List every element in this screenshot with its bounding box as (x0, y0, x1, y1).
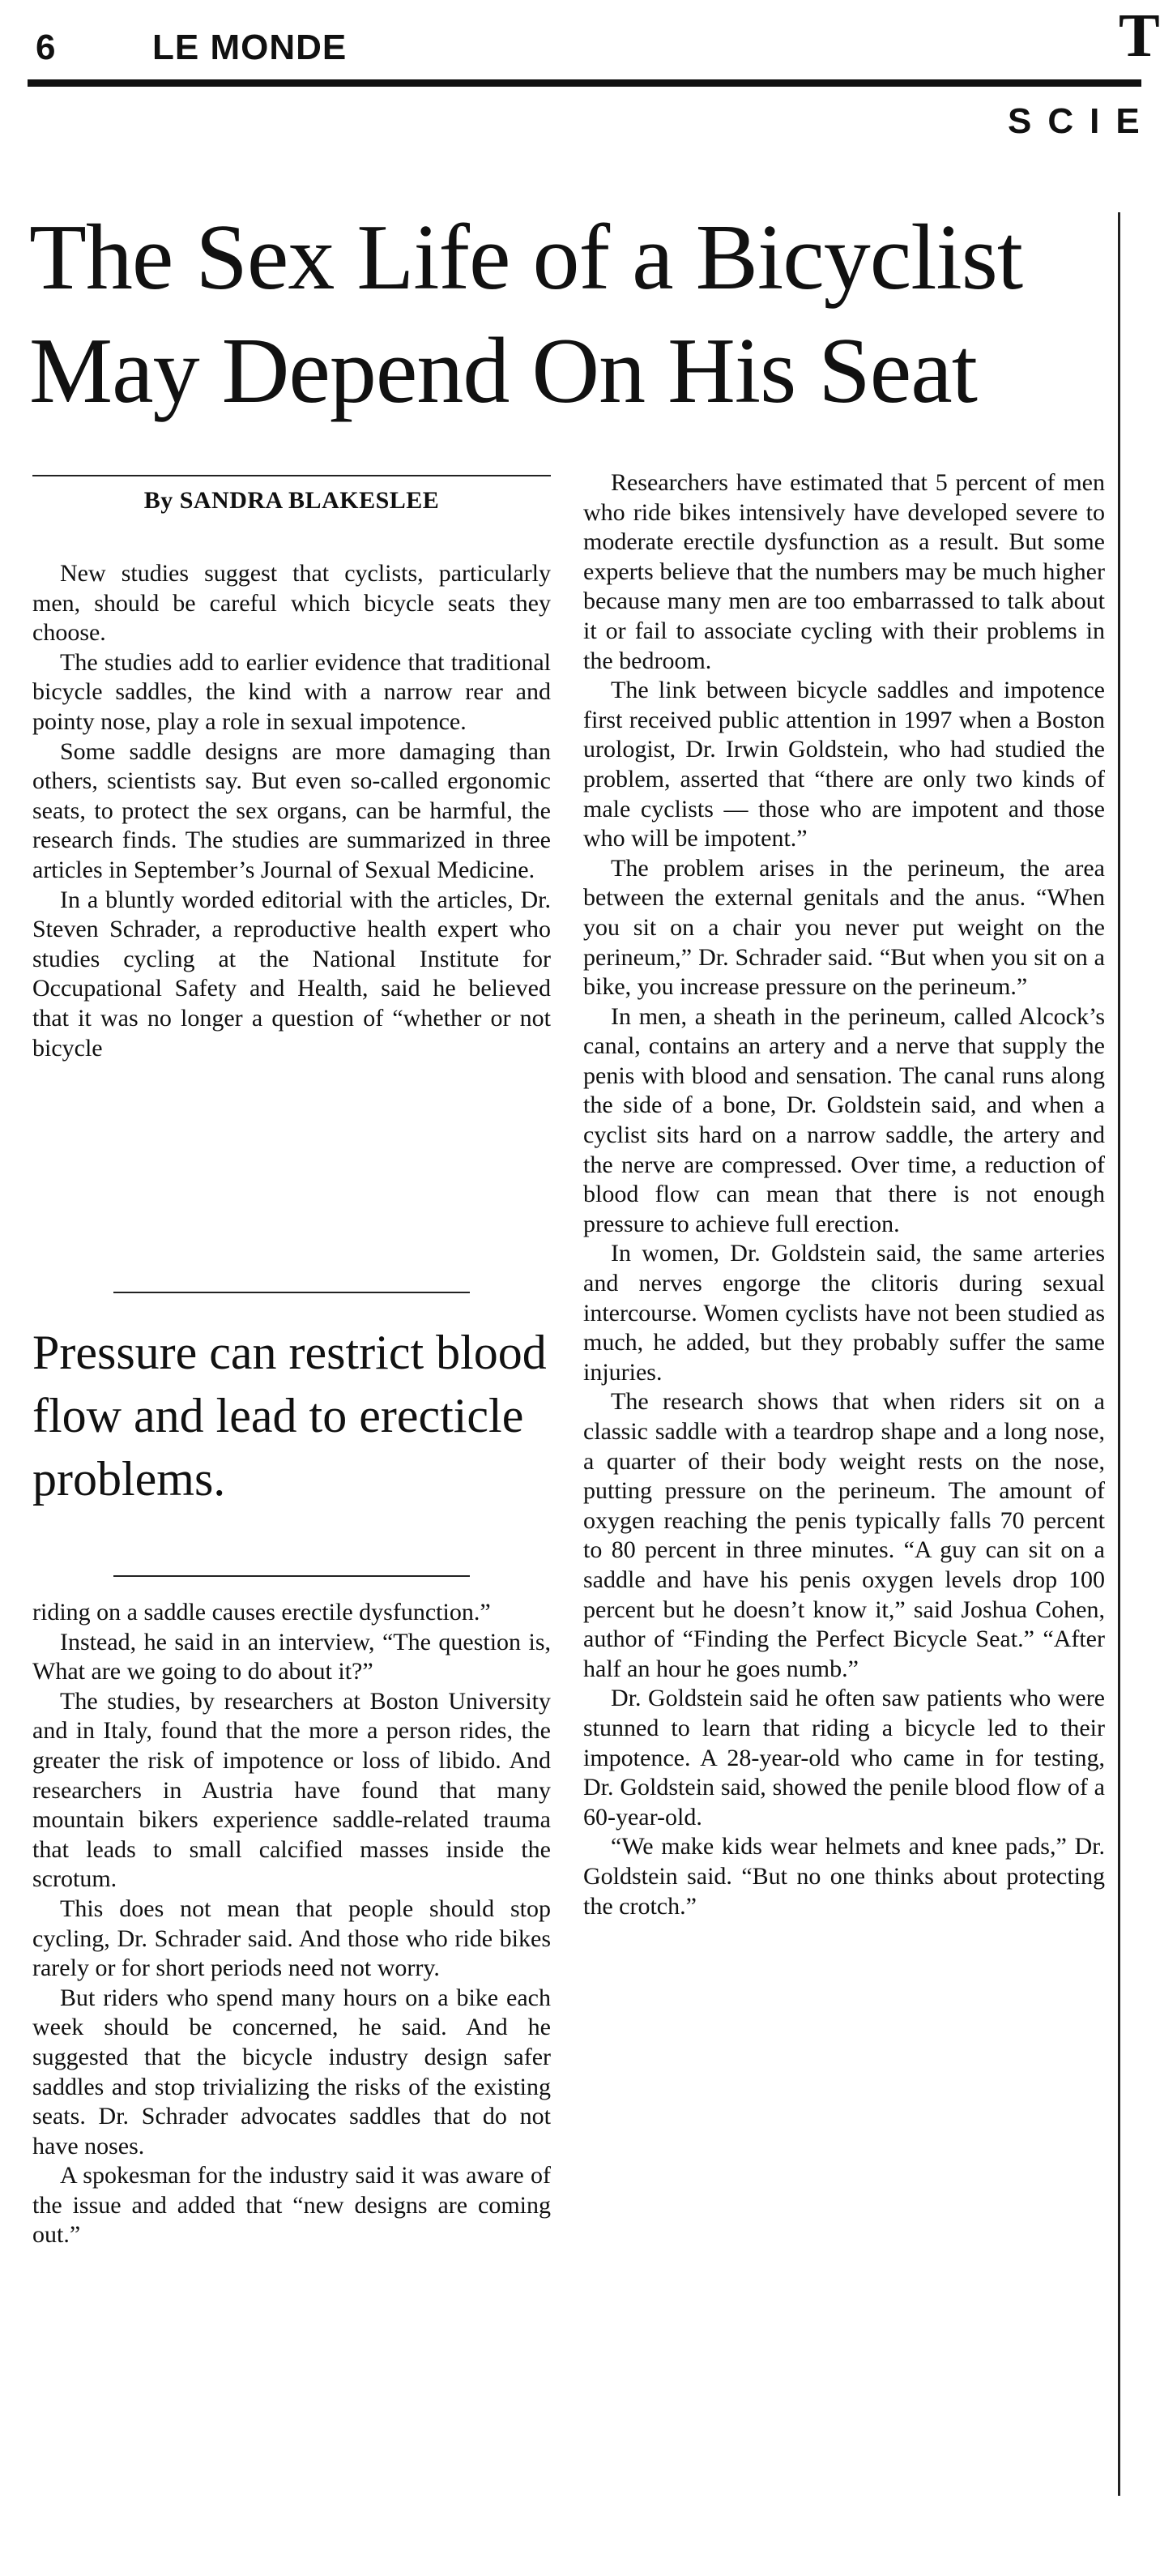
paragraph: Some saddle designs are more damaging than others, scientists say. But even so-called ergonomic seats, to protect the sex organs, can be harmful, the research finds. The studies are summarized in three articles in September’s Journal of Sexual Medicine. (32, 737, 551, 883)
paragraph: This does not mean that people should stop cycling, Dr. Schrader said. And those who ride bikes rarely or for short periods need not worry. (32, 1895, 551, 1982)
paragraph: The link between bicycle saddles and impotence first received public attention in 1997 when a Boston urologist, Dr. Irwin Goldstein, who had studied the problem, asserted that “there are only two kinds of male cyclists — those who are impotent and those who will be impotent.” (583, 677, 1105, 852)
paragraph: In a bluntly worded editorial with the articles, Dr. Steven Schrader, a reproductive health expert who studies cycling at the National Institute for Occupational Safety and Health, said he believed that it was no longer a question of “whether or not bicycle (32, 886, 551, 1062)
left-column-continued (32, 1598, 551, 2250)
article-byline: By SANDRA BLAKESLEE (143, 487, 440, 514)
paragraph: In men, a sheath in the perineum, called Alcock’s canal, contains an artery and a nerve that supply the penis with blood and sensation. The canal runs along the side of a bone, Dr. Goldstein said, and when a cyclist sits hard on a narrow saddle, the artery and the nerve are compressed. Over time, a reduction of blood flow can mean that there is not enough pressure to achieve full erection. (583, 1002, 1105, 1237)
paragraph: New studies suggest that cyclists, particularly men, should be careful which bicycle seats they choose. (32, 560, 551, 647)
page-number: 6 (36, 28, 56, 67)
newspaper-logo (1119, 2, 1160, 76)
column-divider-rule (1118, 212, 1120, 2496)
paragraph: Instead, he said in an interview, “The question is, What are we going to do about it?” (32, 1628, 551, 1685)
paragraph: Dr. Goldstein said he often saw patients who were stunned to learn that riding a bicycle led to their impotence. A 28-year-old who came in for testing, Dr. Goldstein said, showed the penile blood flow of a 60-year-old. (583, 1685, 1105, 1831)
pull-quote: Pressure can restrict blood flow and lead to erecticle problems. (32, 1326, 547, 1506)
paragraph: The studies add to earlier evidence that traditional bicycle saddles, the kind with a narrow rear and pointy nose, play a role in sexual impotence. (32, 648, 551, 735)
paragraph: Researchers have estimated that 5 percent of men who ride bikes intensively have developed severe to moderate erectile dysfunction as a result. But some experts believe that the numbers may be much higher because many men are too embarrassed to talk about it or fail to associate cycling with their problems in the bedroom. (583, 469, 1105, 674)
byline-rule (32, 475, 551, 476)
newspaper-name: LE MONDE (152, 28, 348, 67)
paragraph: In women, Dr. Goldstein said, the same arteries and nerves engorge the clitoris during sexual intercourse. Women cyclists have not been studied as much, he added, but they probably suffer the same injuries. (583, 1240, 1105, 1386)
paragraph: “We make kids wear helmets and knee pads,” Dr. Goldstein said. “But no one thinks about protecting the crotch.” (583, 1833, 1105, 1920)
left-column (32, 559, 551, 1063)
newspaper-logo-glyph: T (1119, 2, 1160, 70)
paragraph: The research shows that when riders sit on a classic saddle with a teardrop shape and a long nose, a quarter of their body weight rests on the nose, putting pressure on the perineum. The amount of oxygen reaching the penis typically falls 70 percent to 80 percent in three minutes. “A guy can sit on a saddle and have his penis oxygen levels drop 100 percent but he doesn’t know it,” said Joshua Cohen, author of “Finding the Perfect Bicycle Seat.” “After half an hour he goes numb.” (583, 1388, 1105, 1682)
masthead-rule (28, 79, 1141, 87)
paragraph: The studies, by researchers at Boston University and in Italy, found that the more a person rides, the greater the risk of impotence or loss of libido. And researchers in Austria have found that many mountain bikers experience saddle-related trauma that leads to small calcified masses inside the scrotum. (32, 1687, 551, 1893)
section-label: SCIE (1008, 101, 1156, 141)
paragraph: A spokesman for the industry said it was aware of the issue and added that “new designs are coming out.” (32, 2162, 551, 2249)
pull-quote-rule-top (113, 1292, 470, 1293)
paragraph: But riders who spend many hours on a bike each week should be concerned, he said. And he suggested that the bicycle industry design safer saddles and stop trivializing the risks of the existing seats. Dr. Schrader advocates saddles that do not have noses. (32, 1984, 551, 2159)
paragraph: The problem arises in the perineum, the area between the external genitals and the anus. “When you sit on a chair you never put weight on the perineum,” Dr. Schrader said. “But when you sit on a bike, you increase pressure on the perineum.” (583, 854, 1105, 1001)
pull-quote-rule-bottom (113, 1575, 470, 1577)
article-headline: The Sex Life of a Bicyclist May Depend On His Seat (29, 206, 1023, 423)
right-column (583, 468, 1105, 1921)
masthead (0, 0, 1160, 89)
paragraph: riding on a saddle causes erectile dysfunction.” (32, 1599, 491, 1625)
